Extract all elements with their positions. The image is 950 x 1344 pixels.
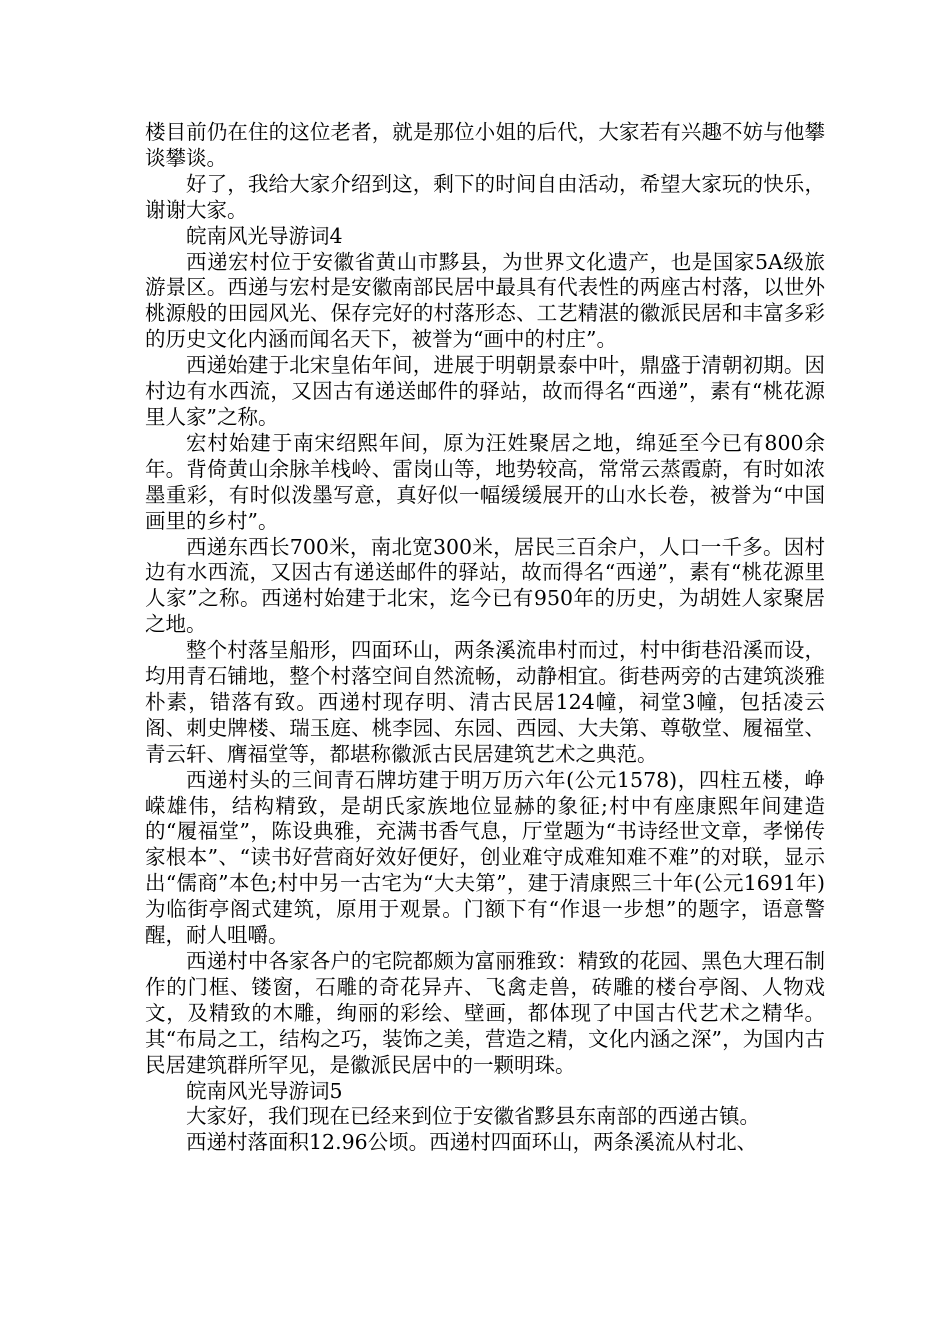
section-heading-4: 皖南风光导游词4: [186, 223, 343, 248]
paragraph-village-layout: 整个村落呈船形，四面环山，两条溪流串村而过，村中街巷沿溪而设，均用青石铺地，整个村落空间自然流畅，动静相宜。街巷两旁的古建筑淡雅朴素，错落有致。西递村现存明、清古民居124幢，祠堂3幢，包括凌云阁、刺史牌楼、瑞玉庭、桃李园、东园、西园、大夫第、尊敬堂、履福堂、青云轩、膺福堂等，都堪称徽派古民居建筑艺术之典范。: [145, 638, 825, 766]
paragraph-village-area: 西递村落面积12.96公顷。西递村四面环山，两条溪流从村北、: [186, 1130, 758, 1155]
document-page: [145, 120, 825, 1156]
paragraph-continued: 楼目前仍在住的这位老者，就是那位小姐的后代，大家若有兴趣不妨与他攀谈攀谈。: [145, 120, 825, 170]
paragraph-hongcun-history: 宏村始建于南宋绍熙年间，原为汪姓聚居之地，绵延至今已有800余年。背倚黄山余脉羊栈岭、雷岗山等，地势较高，常常云蒸霞蔚，有时如浓墨重彩，有时似泼墨写意，真好似一幅缓缓展开的山水长卷，被誉为“中国画里的乡村”。: [145, 430, 825, 533]
paragraph-greeting: 大家好，我们现在已经来到位于安徽省黟县东南部的西递古镇。: [186, 1104, 760, 1129]
paragraph-xidi-size: 西递东西长700米，南北宽300米，居民三百余户，人口一千多。因村边有水西流，又因古有递送邮件的驿站，故而得名“西递”，素有“桃花源里人家”之称。西递村始建于北宋，迄今已有950年的历史，为胡姓人家聚居之地。: [145, 534, 825, 637]
paragraph-archway: 西递村头的三间青石牌坊建于明万历六年(公元1578)，四柱五楼，峥嵘雄伟，结构精致，是胡氏家族地位显赫的象征;村中有座康熙年间建造的“履福堂”，陈设典雅，充满书香气息，厅堂题为“书诗经世文章，孝悌传家根本”、“读书好营商好效好便好，创业难守成难知难不难”的对联，显示出“儒商”本色;村中另一古宅为“大夫第”，建于清康熙三十年(公元1691年)为临街亭阁式建筑，原用于观景。门额下有“作退一步想”的题字，语意警醒，耐人咀嚼。: [145, 767, 825, 948]
paragraph-intro-xidi-hongcun: 西递宏村位于安徽省黄山市黟县，为世界文化遗产，也是国家5A级旅游景区。西递与宏村是安徽南部民居中最具有代表性的两座古村落，以世外桃源般的田园风光、保存完好的村落形态、工艺精湛的徽派民居和丰富多彩的历史文化内涵而闻名天下，被誉为“画中的村庄”。: [145, 249, 825, 352]
paragraph-xidi-history: 西递始建于北宋皇佑年间，进展于明朝景泰中叶，鼎盛于清朝初期。因村边有水西流，又因古有递送邮件的驿站，故而得名“西递”，素有“桃花源里人家”之称。: [145, 353, 825, 429]
paragraph-closing: 好了，我给大家介绍到这，剩下的时间自由活动，希望大家玩的快乐，谢谢大家。: [145, 171, 825, 222]
paragraph-courtyards: 西递村中各家各户的宅院都颇为富丽雅致：精致的花园、黑色大理石制作的门框、镂窗，石雕的奇花异卉、飞禽走兽，砖雕的楼台亭阁、人物戏文，及精致的木雕，绚丽的彩绘、壁画，都体现了中国古代艺术之精华。其“布局之工，结构之巧，装饰之美，营造之精，文化内涵之深”，为国内古民居建筑群所罕见，是徽派民居中的一颗明珠。: [145, 949, 825, 1077]
section-heading-5: 皖南风光导游词5: [186, 1078, 343, 1103]
